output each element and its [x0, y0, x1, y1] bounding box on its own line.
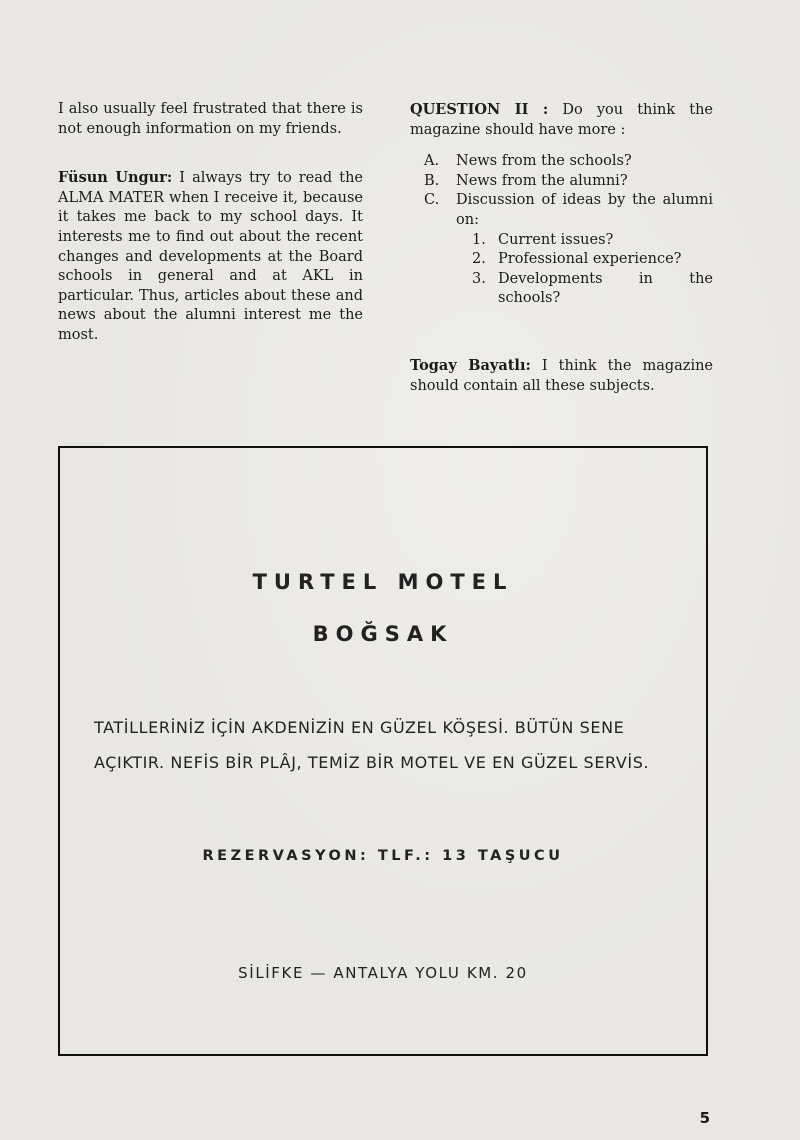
question-sub-options [410, 231, 713, 309]
speaker-text: I always try to read the ALMA MATER when I receive it, because it takes me back to my school days. It interests me to find out about the recent changes and developments at the Board schools in general and at AKL in particular. Thus, articles about these and news about the alumni interest me the most. [58, 170, 363, 343]
question-text: Do you think the magazine should have more : [410, 102, 713, 138]
left-column [58, 100, 363, 346]
list-item [410, 250, 713, 270]
page-number: 5 [699, 1109, 710, 1127]
speaker-name: Togay Bayatlı: [410, 356, 531, 374]
sub-option-label: 2. [472, 251, 486, 268]
sub-option-text: Professional experience? [498, 251, 682, 268]
sub-option-text: Developments in the schools? [498, 270, 713, 307]
option-label: C. [424, 192, 440, 209]
list-item [410, 270, 713, 309]
option-label: B. [424, 172, 440, 189]
list-item [410, 152, 713, 172]
question-options [410, 152, 713, 230]
paragraph-frustrated: I also usually feel frustrated that there is not enough information on my friends. [58, 101, 363, 137]
question-ii [410, 100, 713, 140]
ad-description-line-2: AÇIKTIR. NEFİS BİR PLÂJ, TEMİZ BİR MOTEL VE EN GÜZEL SERVİS. [94, 753, 650, 772]
sub-option-label: 3. [472, 270, 486, 287]
sub-option-label: 1. [472, 231, 486, 248]
option-label: A. [424, 153, 440, 170]
list-item [410, 191, 713, 230]
option-text: News from the schools? [456, 153, 632, 170]
ad-reservation: REZERVASYON: TLF.: 13 TAŞUCU [202, 848, 564, 864]
ad-description-line-1: TATİLLERİNİZ İÇİN AKDENİZİN EN GÜZEL KÖŞESİ. BÜTÜN SENE [94, 718, 625, 737]
paragraph-togay-bayatli [410, 356, 713, 396]
question-label: QUESTION II : [410, 101, 549, 118]
paragraph-fusun-ungur [58, 168, 363, 345]
sub-option-text: Current issues? [498, 231, 614, 248]
option-text: Discussion of ideas by the alumni on: [456, 192, 713, 228]
ad-title-motel: TURTEL MOTEL [252, 570, 514, 594]
speaker-text: I think the magazine should contain all these subjects. [410, 357, 714, 394]
list-item [410, 172, 713, 192]
list-item [410, 231, 713, 251]
speaker-name: Füsun Ungur: [58, 169, 173, 187]
advertisement-box [58, 446, 708, 1056]
ad-address: SİLİFKE — ANTALYA YOLU KM. 20 [238, 964, 528, 982]
ad-title-location: BOĞSAK [312, 622, 454, 646]
right-column [410, 100, 713, 396]
option-text: News from the alumni? [456, 172, 628, 189]
